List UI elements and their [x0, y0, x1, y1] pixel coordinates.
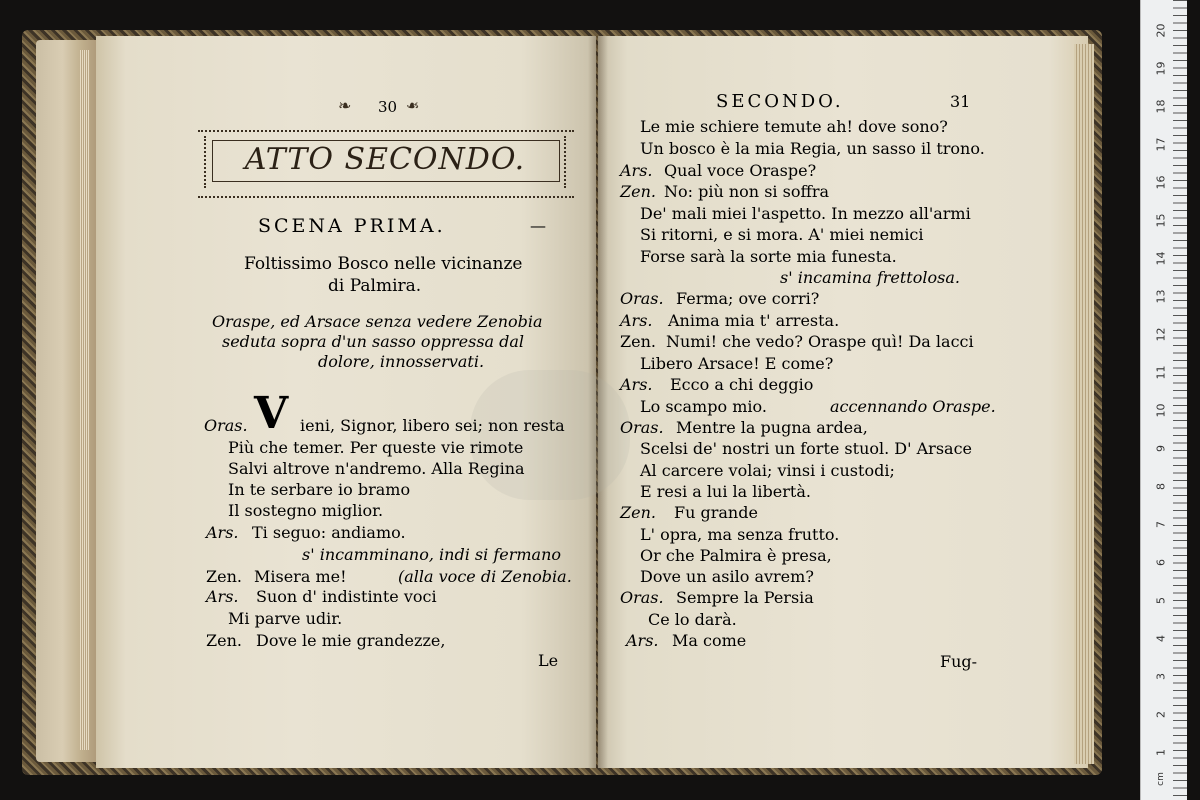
ruler-number: 14: [1154, 251, 1168, 266]
verse-line: Un bosco è la mia Regia, un sasso il trono.: [640, 139, 985, 158]
verse-line: Ti seguo: andiamo.: [252, 523, 406, 542]
verse-line: L' opra, ma senza frutto.: [640, 525, 840, 544]
verse-line: Scelsi de' nostri un forte stuol. D' Arsace: [640, 439, 972, 458]
verse-line: Mentre la pugna ardea,: [676, 418, 868, 437]
speaker: Zen.: [620, 503, 656, 522]
verse-line: Più che temer. Per queste vie rimote: [228, 438, 524, 457]
verse-line: Misera me!: [254, 567, 347, 586]
scene-title: SCENA PRIMA.: [258, 215, 446, 237]
speaker: Oras.: [204, 416, 248, 435]
ruler-number: 1: [1154, 749, 1168, 756]
verse-line: E resi a lui la libertà.: [640, 482, 811, 501]
ruler-number: 9: [1154, 445, 1168, 452]
verse-line: Suon d' indistinte voci: [256, 587, 437, 606]
act-title: ATTO SECONDO.: [244, 142, 526, 177]
speaker: Ars.: [206, 587, 239, 606]
verse-line: Sempre la Persia: [676, 588, 814, 607]
verse-line: Qual voce Oraspe?: [664, 161, 817, 180]
verse-line: Anima mia t' arresta.: [668, 311, 840, 330]
verse-line: Si ritorni, e si mora. A' miei nemici: [640, 225, 924, 244]
speaker: Ars.: [620, 311, 653, 330]
stage-direction-line: dolore, innosservati.: [318, 352, 485, 371]
speaker: Zen.: [206, 567, 242, 586]
catchword: Fug-: [940, 652, 978, 671]
speaker: Oras.: [620, 418, 664, 437]
verse-line: Lo scampo mio.: [640, 397, 767, 416]
verse-line: Il sostegno miglior.: [228, 501, 384, 520]
verse-line: Dove un asilo avrem?: [640, 567, 814, 586]
setting-line: di Palmira.: [328, 276, 422, 296]
stage-direction: accennando Oraspe.: [830, 397, 996, 416]
speaker: Zen.: [620, 332, 656, 351]
left-page-block: [36, 40, 102, 762]
verse-line: Fu grande: [674, 503, 758, 522]
speaker: Oras.: [620, 588, 664, 607]
left-folio-ornament-left: ❧: [338, 96, 352, 115]
verse-line: Or che Palmira è presa,: [640, 546, 832, 565]
ruler-number: 20: [1154, 23, 1168, 38]
verse-line: Le mie schiere temute ah! dove sono?: [640, 117, 948, 136]
ruler-number: 8: [1154, 483, 1168, 490]
stage-direction: s' incamminano, indi si fermano: [302, 545, 561, 564]
right-page-edges: [1074, 44, 1094, 764]
ruler-number: 17: [1154, 137, 1168, 152]
verse-line: Forse sarà la sorte mia funesta.: [640, 247, 897, 266]
verse-line: No: più non si soffra: [664, 182, 829, 201]
speaker: Oras.: [620, 289, 664, 308]
verse-line: Ferma; ove corri?: [676, 289, 820, 308]
verse-line: In te serbare io bramo: [228, 480, 411, 499]
stage-direction: s' incamina frettolosa.: [780, 268, 960, 287]
stage-direction: (alla voce di Zenobia.: [398, 567, 572, 586]
verse-line: Libero Arsace! E come?: [640, 354, 834, 373]
speaker: Zen.: [206, 631, 242, 650]
ruler-number: 16: [1154, 175, 1168, 190]
verse-line: Al carcere volai; vinsi i custodi;: [640, 461, 895, 480]
drop-cap: V: [254, 388, 289, 439]
stage-direction-line: seduta sopra d'un sasso oppressa dal: [222, 332, 525, 351]
ruler-number: 12: [1154, 327, 1168, 342]
left-folio-ornament-right: ❧: [406, 96, 420, 115]
right-folio: 31: [950, 92, 971, 111]
ruler-ticks: [1173, 0, 1187, 800]
setting-line: Foltissimo Bosco nelle vicinanze: [244, 254, 523, 274]
ruler-number: 7: [1154, 521, 1168, 528]
ruler-number: 5: [1154, 597, 1168, 604]
ruler-number: 4: [1154, 635, 1168, 642]
stage-direction-line: Oraspe, ed Arsace senza vedere Zenobia: [212, 312, 543, 331]
verse-line: Mi parve udir.: [228, 609, 343, 628]
ruler-number: 10: [1154, 403, 1168, 418]
speaker: Ars.: [620, 161, 653, 180]
ruler-unit-label: cm: [1156, 772, 1166, 786]
scene-title-dash: —: [530, 216, 546, 235]
catchword: Le: [538, 651, 559, 670]
ruler-number: 11: [1154, 365, 1168, 380]
ruler-number: 15: [1154, 213, 1168, 228]
speaker: Zen.: [620, 182, 656, 201]
speaker: Ars.: [626, 631, 659, 650]
ruler-number: 18: [1154, 99, 1168, 114]
verse-line: Ce lo darà.: [648, 610, 737, 629]
speaker: Ars.: [620, 375, 653, 394]
verse-line: Ecco a chi deggio: [670, 375, 814, 394]
ruler-number: 6: [1154, 559, 1168, 566]
verse-line: Ma come: [672, 631, 747, 650]
verse-line: Numi! che vedo? Oraspe quì! Da lacci: [666, 332, 974, 351]
verse-line: Dove le mie grandezze,: [256, 631, 446, 650]
speaker: Ars.: [206, 523, 239, 542]
running-head: SECONDO.: [716, 91, 844, 112]
verse-line: Salvi altrove n'andremo. Alla Regina: [228, 459, 525, 478]
measuring-ruler: [1140, 0, 1187, 800]
ruler-number: 2: [1154, 711, 1168, 718]
verse-line: ieni, Signor, libero sei; non resta: [300, 416, 565, 435]
verse-line: De' mali miei l'aspetto. In mezzo all'armi: [640, 204, 971, 223]
ruler-number: 19: [1154, 61, 1168, 76]
ruler-number: 3: [1154, 673, 1168, 680]
left-folio: 30: [378, 98, 398, 116]
ruler-number: 13: [1154, 289, 1168, 304]
